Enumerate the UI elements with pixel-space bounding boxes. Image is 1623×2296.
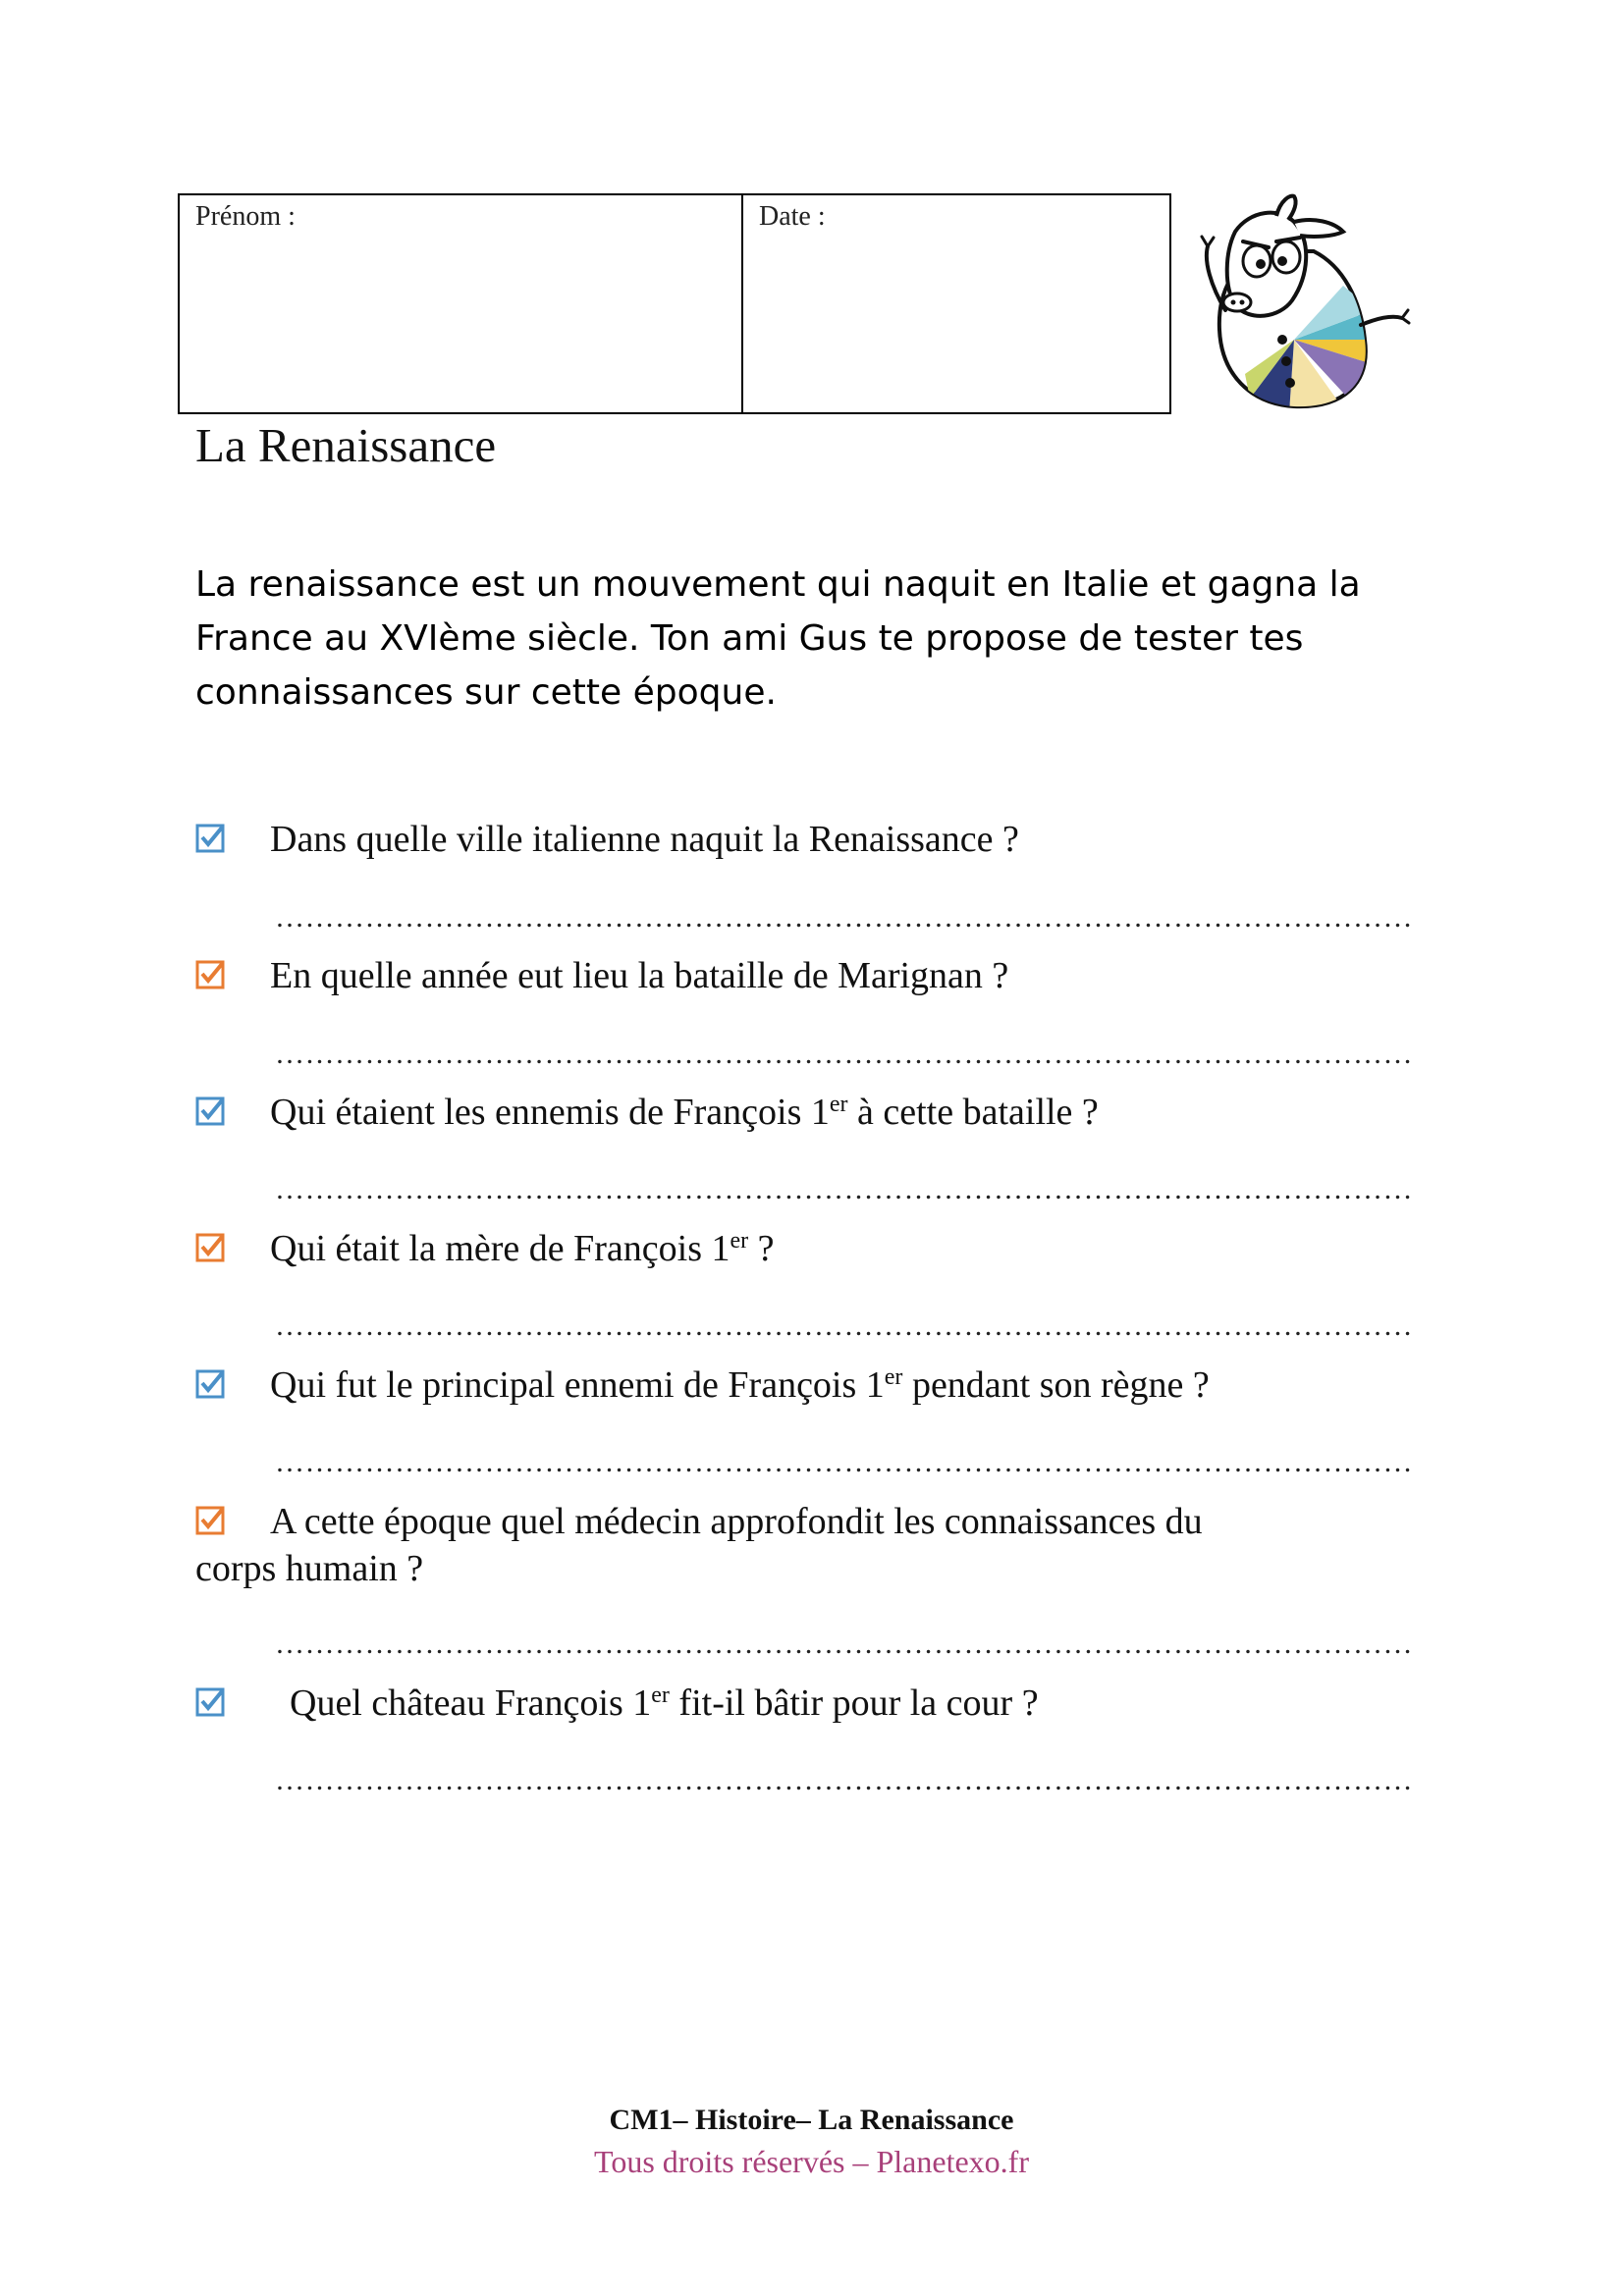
question-text: Dans quelle ville italienne naquit la Renaissance ? [270,819,1019,860]
name-date-table [178,193,1171,414]
ordinal-suffix: er [884,1364,903,1390]
worksheet-title: La Renaissance [195,418,497,472]
question-text: Qui était la mère de François 1 [270,1228,730,1269]
answer-line[interactable]: …………………………………………………………………………………………………… [275,1038,1413,1070]
question-text: Qui fut le principal ennemi de François 1 [270,1364,885,1406]
gus-mascot-illustration [1196,192,1410,420]
answer-line[interactable]: …………………………………………………………………………………………………… [275,901,1413,934]
question-6 [195,1498,1433,1592]
date-label: Date : [759,201,826,233]
question-2 [195,952,1433,999]
question-7 [195,1680,1433,1727]
checkbox-checked-icon [195,1369,225,1399]
answer-line[interactable]: …………………………………………………………………………………………………… [275,1173,1413,1205]
checkbox-checked-icon [195,1687,225,1717]
question-text: Qui étaient les ennemis de François 1 [270,1092,830,1133]
first-name-label: Prénom : [195,201,296,233]
question-text: A cette époque quel médecin approfondit les connaissances du [270,1501,1203,1542]
footer-course-label: CM1– Histoire– La Renaissance [609,2104,1014,2136]
first-name-field[interactable] [180,195,743,412]
checkbox-checked-icon [195,1096,225,1126]
question-text: à cette bataille ? [847,1092,1099,1133]
intro-line: connaissances sur cette époque. [195,672,777,713]
answer-line[interactable]: …………………………………………………………………………………………………… [275,1764,1413,1796]
question-text: fit-il bâtir pour la cour ? [669,1682,1039,1724]
question-4 [195,1225,1433,1272]
date-field[interactable] [743,195,1169,412]
intro-line: La renaissance est un mouvement qui naquit en Italie et gagna la [195,564,1361,605]
ordinal-suffix: er [651,1682,670,1708]
question-3 [195,1089,1433,1136]
question-text: En quelle année eut lieu la bataille de Marignan ? [270,955,1009,996]
ordinal-suffix: er [730,1228,749,1254]
ordinal-suffix: er [829,1092,848,1117]
checkbox-checked-icon [195,1233,225,1262]
checkbox-checked-icon [195,824,225,853]
answer-line[interactable]: …………………………………………………………………………………………………… [275,1446,1413,1478]
question-1 [195,816,1433,863]
answer-line[interactable]: …………………………………………………………………………………………………… [275,1309,1413,1342]
question-text: corps humain ? [195,1548,424,1589]
intro-line: France au XVIème siècle. Ton ami Gus te propose de tester tes [195,618,1304,659]
answer-line[interactable]: …………………………………………………………………………………………………… [275,1628,1413,1660]
question-text: ? [748,1228,775,1269]
checkbox-checked-icon [195,960,225,989]
checkbox-checked-icon [195,1506,225,1535]
intro-paragraph [195,558,1413,720]
question-text: pendant son règne ? [902,1364,1210,1406]
question-5 [195,1362,1433,1409]
footer-copyright: Tous droits réservés – Planetexo.fr [594,2144,1029,2179]
question-text: Quel château François 1 [290,1682,652,1724]
